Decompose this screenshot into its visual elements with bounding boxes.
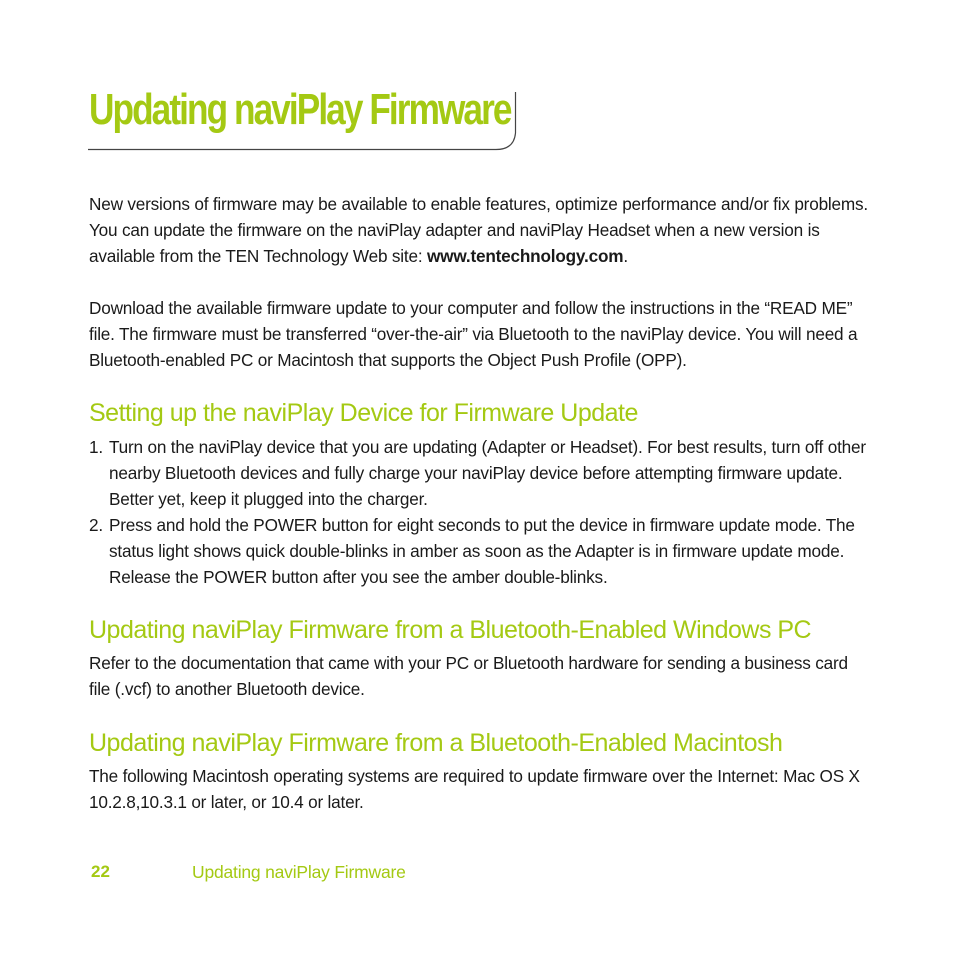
step-number: 2.	[89, 515, 103, 535]
step-number: 1.	[89, 437, 103, 457]
page-title: Updating naviPlay Firmware	[89, 85, 511, 134]
page-number: 22	[91, 862, 110, 881]
list-item	[89, 434, 879, 512]
intro-period: .	[623, 246, 628, 266]
title-underline	[88, 86, 520, 152]
heading-setup: Setting up the naviPlay Device for Firmware Update	[89, 399, 638, 427]
step-text: Turn on the naviPlay device that you are updating (Adapter or Headset). For best results, turn off other nearby Bluetooth devices and fully charge your naviPlay device before attempting firmware update. Better yet, keep it plugged into the charger.	[109, 437, 866, 509]
heading-windows: Updating naviPlay Firmware from a Bluetooth-Enabled Windows PC	[89, 616, 812, 644]
mac-paragraph: The following Macintosh operating systems are required to update firmware over the Internet: Mac OS X 10.2.8,10.3.1 or later, or 10.4 or later.	[89, 766, 860, 812]
website-link[interactable]: www.tentechnology.com	[427, 246, 624, 266]
running-title: Updating naviPlay Firmware	[192, 862, 406, 882]
intro-text: New versions of firmware may be available to enable features, optimize performance and/or fix problems. You can update the firmware on the naviPlay adapter and naviPlay Headset when a new version is available from the TEN Technology Web site:	[89, 194, 868, 266]
windows-paragraph: Refer to the documentation that came with your PC or Bluetooth hardware for sending a business card file (.vcf) to another Bluetooth device.	[89, 653, 848, 699]
setup-steps	[89, 434, 879, 590]
heading-mac: Updating naviPlay Firmware from a Bluetooth-Enabled Macintosh	[89, 729, 783, 757]
step-text: Press and hold the POWER button for eight seconds to put the device in firmware update mode. The status light shows quick double-blinks in amber as soon as the Adapter is in firmware update mode. Release the POWER button after you see the amber double-blinks.	[109, 515, 855, 587]
intro-paragraph-2: Download the available firmware update to your computer and follow the instructions in the “READ ME” file. The firmware must be transferred “over-the-air” via Bluetooth to the naviPlay device. You will need a Bluetooth-enabled PC or Macintosh that supports the Object Push Profile (OPP).	[89, 298, 858, 370]
intro-paragraph-1	[89, 191, 869, 269]
list-item	[89, 512, 879, 590]
